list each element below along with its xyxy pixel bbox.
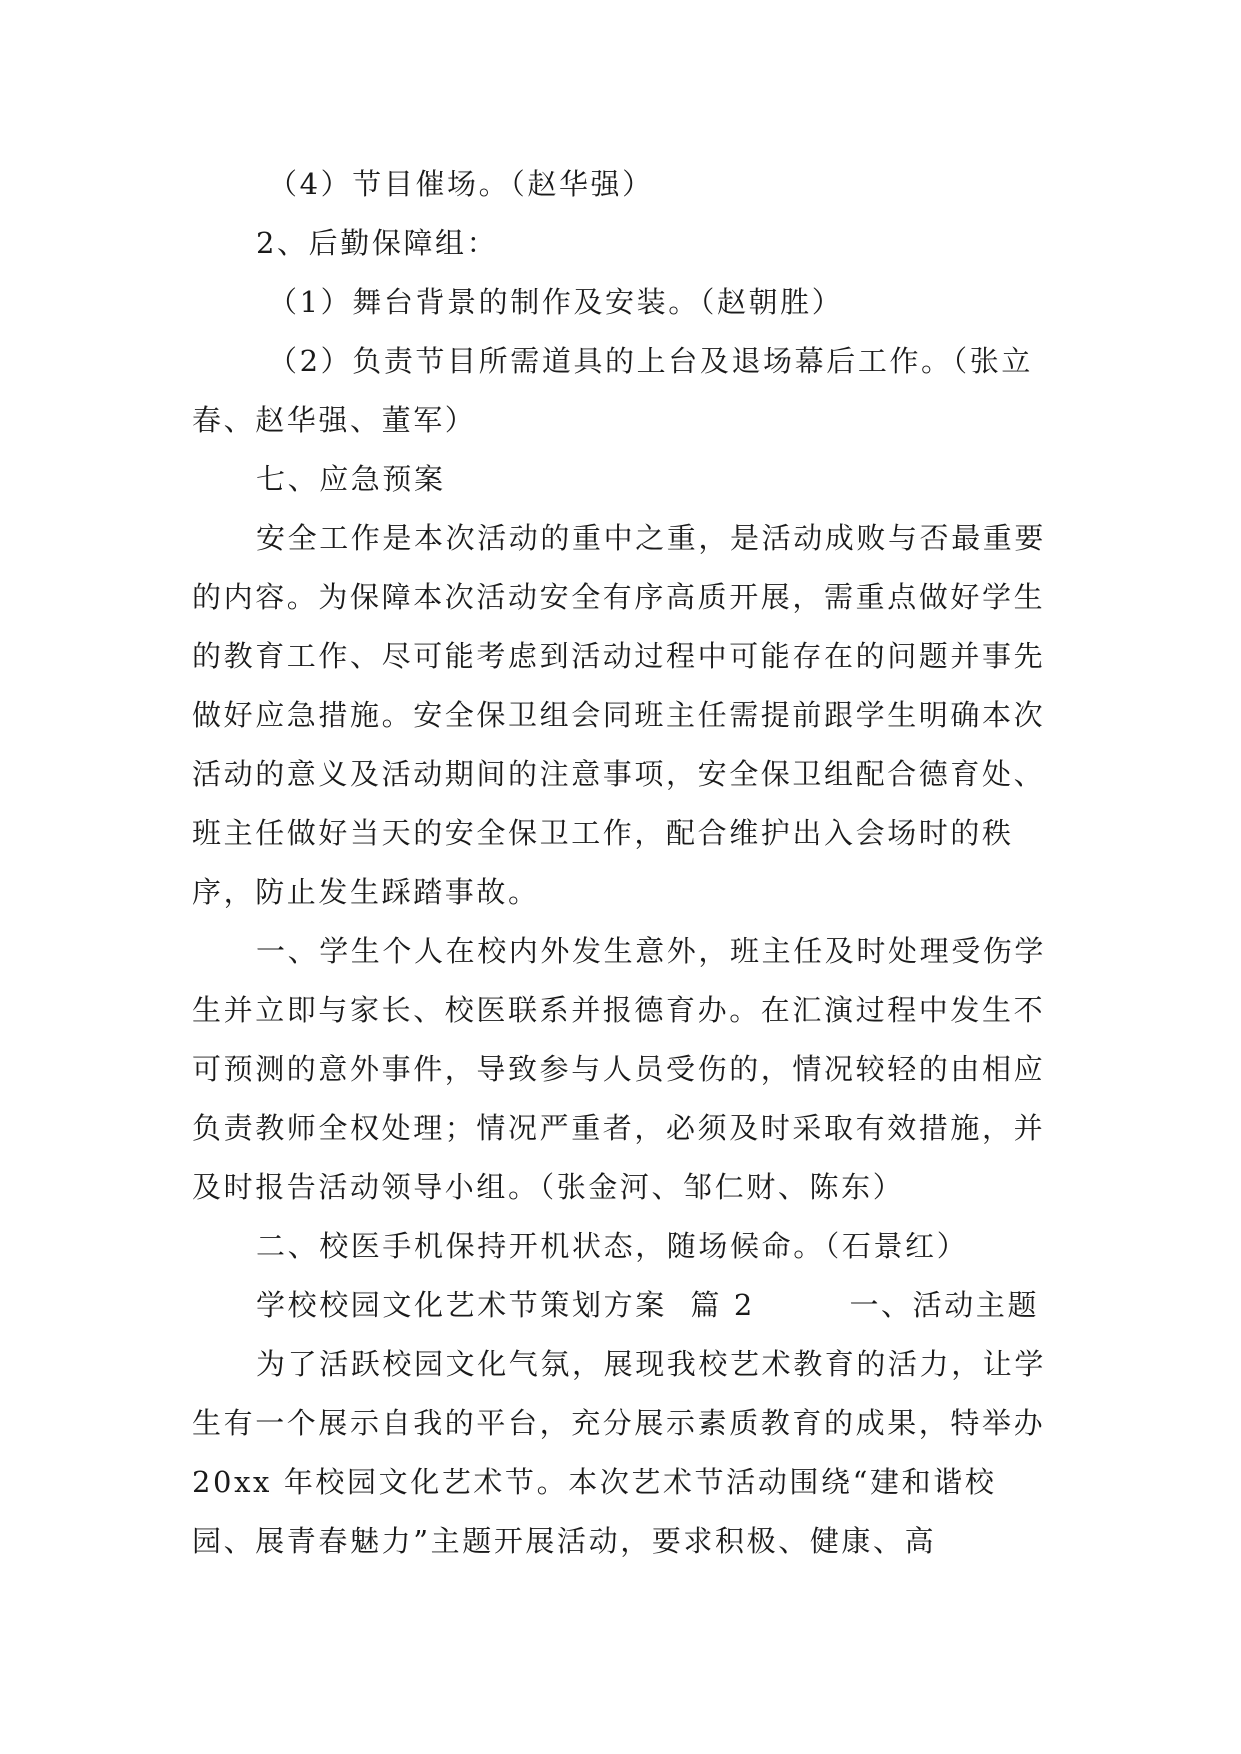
paragraph-accident: 一、学生个人在校内外发生意外，班主任及时处理受伤学生并立即与家长、校医联系并报德育办。在汇演过程中发生不可预测的意外事件，导致参与人员受伤的，情况较轻的由相应负责教师全权处理；情况严重者，必须及时采取有效措施，并及时报告活动领导小组。（张金河、邹仁财、陈东）: [192, 934, 1047, 1204]
paragraph-emergency-heading: 七、应急预案: [256, 462, 446, 496]
paragraph-safety: 安全工作是本次活动的重中之重，是活动成败与否最重要的内容。为保障本次活动安全有序高质开展，需重点做好学生的教育工作、尽可能考虑到活动过程中可能存在的问题并事先做好应急措施。安全保卫组会同班主任需提前跟学生明确本次活动的意义及活动期间的注意事项，安全保卫组配合德育处、班主任做好当天的安全保卫工作，配合维护出入会场时的秩序，防止发生踩踏事故。: [192, 521, 1047, 909]
paragraph-theme: 为了活跃校园文化气氛，展现我校艺术教育的活力，让学生有一个展示自我的平台，充分展示素质教育的成果，特举办 20xx 年校园文化艺术节。本次艺术节活动围绕“建和谐校园、展青春魅力”主题开展活动，要求积极、健康、高: [192, 1347, 1047, 1558]
paragraph-doctor: 二、校医手机保持开机状态，随场候命。（石景红）: [256, 1229, 969, 1263]
paragraph-section-title: 学校校园文化艺术节策划方案 篇 2 一、活动主题: [256, 1288, 1040, 1322]
paragraph-logistics-heading: 2、后勤保障组：: [256, 226, 499, 260]
paragraph-props: （2）负责节目所需道具的上台及退场幕后工作。（张立春、赵华强、董军）: [192, 344, 1033, 437]
document-body: [192, 155, 1054, 1571]
paragraph-program-call: （4）节目催场。（赵华强）: [268, 167, 654, 201]
paragraph-stage-background: （1）舞台背景的制作及安装。（赵朝胜）: [268, 285, 844, 319]
